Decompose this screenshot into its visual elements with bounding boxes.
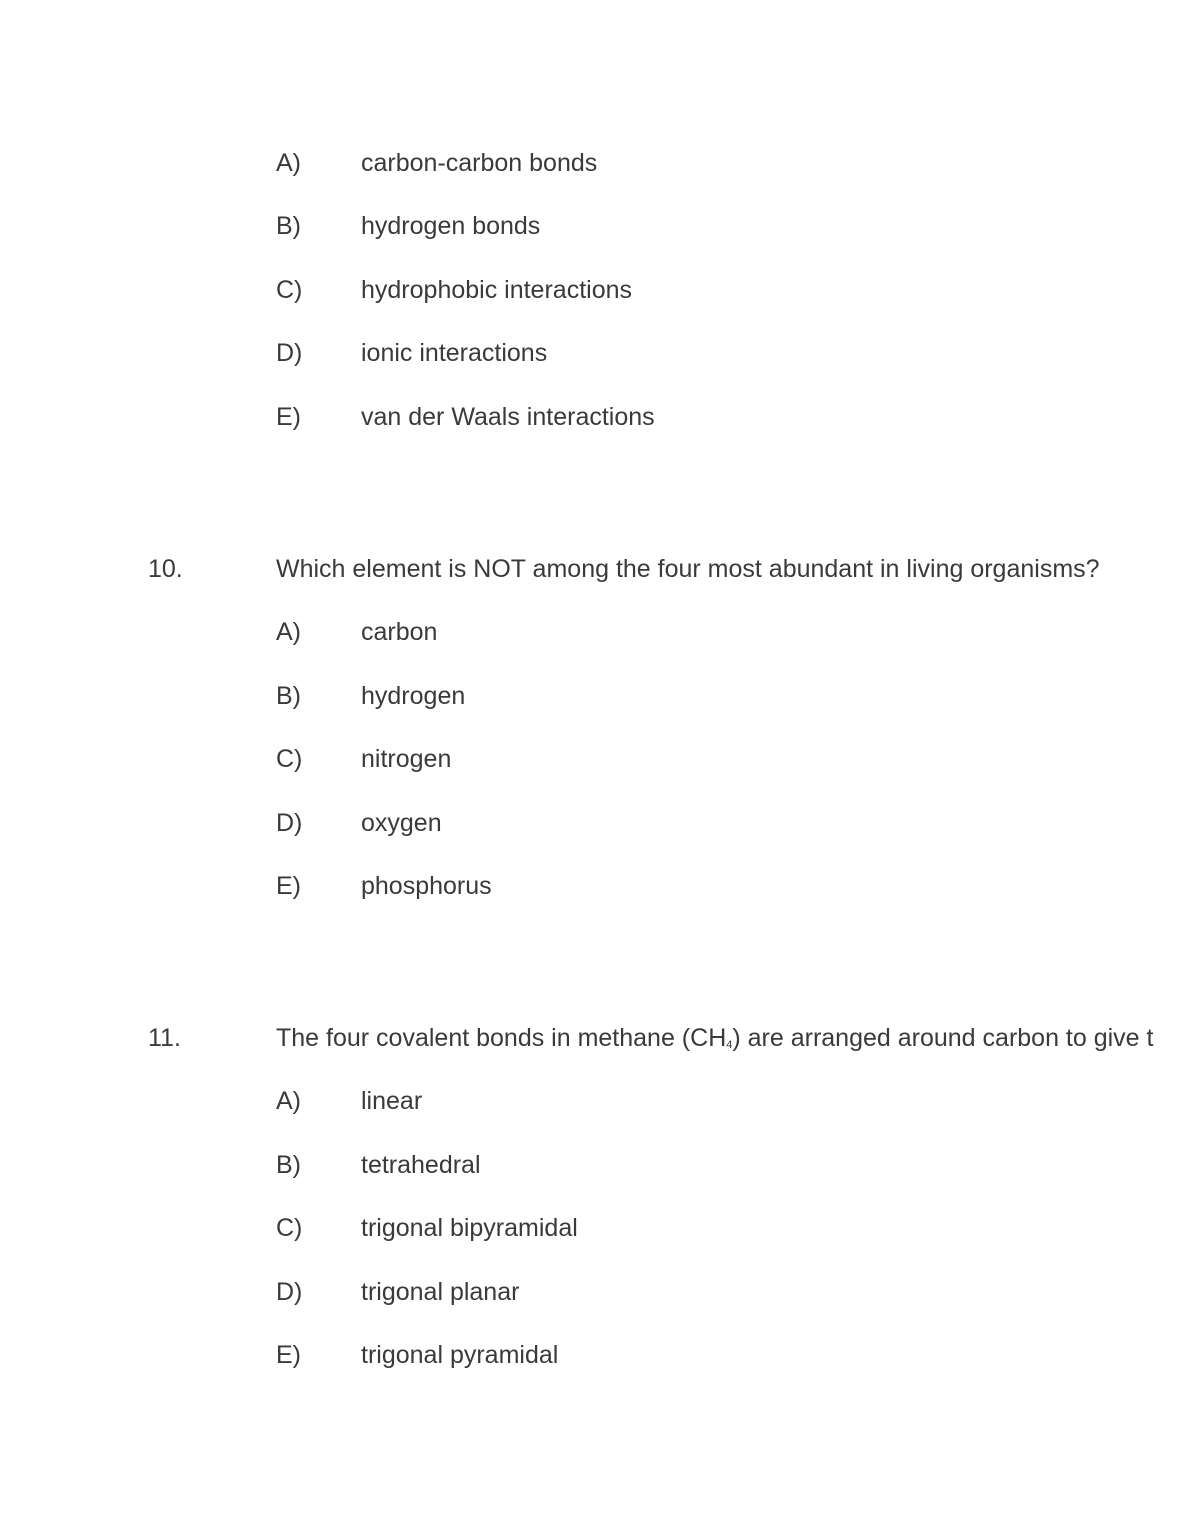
option-letter: D) [276, 339, 303, 368]
option-row [0, 682, 1190, 745]
option-row [0, 339, 1190, 402]
question-number: 11. [148, 1024, 181, 1052]
option-text: oxygen [361, 808, 442, 837]
option-text: van der Waals interactions [361, 402, 655, 431]
option-text: trigonal pyramidal [361, 1340, 559, 1369]
option-row [0, 618, 1190, 681]
option-row [0, 809, 1190, 872]
option-row [0, 149, 1190, 212]
option-text: hydrogen [361, 681, 466, 710]
question-stem [0, 1024, 1190, 1087]
subscript: 4 [726, 1039, 733, 1051]
question-number: 10. [148, 555, 183, 583]
option-row [0, 403, 1190, 466]
question-9-options [0, 149, 1190, 466]
option-text: carbon-carbon bonds [361, 149, 598, 177]
option-letter: C) [276, 275, 303, 304]
option-row [0, 276, 1190, 339]
option-letter: C) [276, 1214, 303, 1243]
question-text [276, 1024, 1190, 1053]
option-text: linear [361, 1087, 423, 1116]
option-row [0, 1278, 1190, 1341]
question-10 [0, 555, 1190, 935]
option-row [0, 212, 1190, 275]
option-letter: C) [276, 745, 303, 774]
option-text: hydrogen bonds [361, 212, 541, 241]
question-text: Which element is NOT among the four most abundant in living organisms? [276, 555, 1100, 583]
option-letter: D) [276, 1277, 303, 1306]
option-letter: A) [276, 1087, 301, 1116]
option-letter: E) [276, 402, 301, 431]
option-text: trigonal bipyramidal [361, 1214, 578, 1243]
option-row [0, 1151, 1190, 1214]
option-row [0, 1341, 1190, 1404]
option-letter: E) [276, 1340, 301, 1369]
option-row [0, 1214, 1190, 1277]
option-letter: D) [276, 808, 303, 837]
option-text: nitrogen [361, 745, 452, 774]
option-letter: A) [276, 618, 301, 647]
option-letter: B) [276, 681, 301, 710]
option-text: hydrophobic interactions [361, 275, 632, 304]
option-row [0, 872, 1190, 935]
option-text: trigonal planar [361, 1277, 520, 1306]
option-row [0, 1087, 1190, 1150]
option-text: phosphorus [361, 871, 492, 900]
option-letter: E) [276, 871, 301, 900]
option-text: ionic interactions [361, 339, 548, 368]
question-11 [0, 1024, 1190, 1404]
option-letter: A) [276, 149, 301, 177]
question-text-part: ) are arranged around carbon to give t [732, 1024, 1154, 1052]
question-stem [0, 555, 1190, 618]
option-text: tetrahedral [361, 1150, 481, 1179]
option-text: carbon [361, 618, 438, 647]
option-row [0, 745, 1190, 808]
option-letter: B) [276, 1150, 301, 1179]
question-text-part: The four covalent bonds in methane (CH [276, 1024, 727, 1052]
option-letter: B) [276, 212, 301, 241]
